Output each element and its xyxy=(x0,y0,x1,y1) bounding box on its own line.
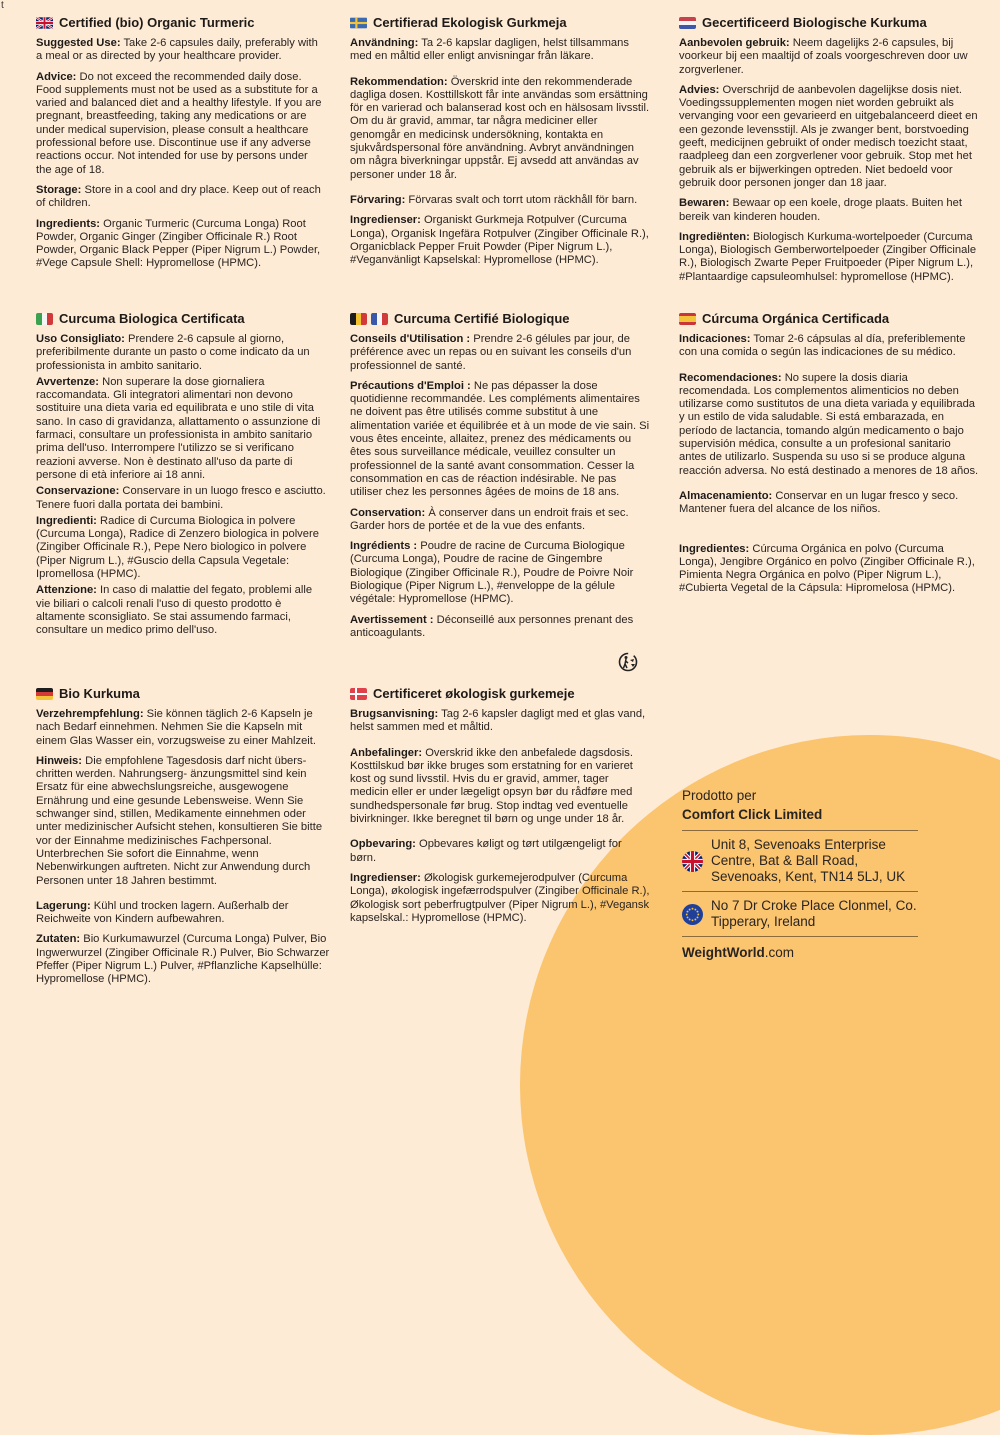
belgium-france-flags-icon xyxy=(350,313,388,325)
section-title: Certificeret økologisk gurkemeje xyxy=(350,686,650,702)
section-title: Bio Kurkuma xyxy=(36,686,331,702)
company-name: Comfort Click Limited xyxy=(682,807,823,822)
usage-advice: Conseils d'Utilisation : Prendre 2-6 gélules par jour, de préférence avec un repas ou en suivant les conseils d'un professionnel de santé. xyxy=(350,333,632,372)
advice: Advice: Do not exceed the recommended daily dose. Food supplements must not be used as a substitute for a varied and balanced diet and a healthy lifestyle. If you are pregnant, breastfeeding, taking any medications or are under medical supervision, please consult a healthcare professional before use. Discontinue use if any adverse reactions occur. Not intended for use by persons under the age of 18. xyxy=(36,70,322,176)
recommendations: Anbefalinger: Overskrid ikke den anbefalede dagsdosis. Kosttilskud bør ikke bruges som erstatning for en varieret kost og sund livsstil. Hvis du er gravid, ammer, tager medicin eller er under lægeligt opsyn bør du rådføre med sundhedspersonale før brug. Stop indtag ved eventuelle bivirkninger. Ikke beregnet til børn og unge under 18 år. xyxy=(350,746,633,826)
recommended-use: Aanbevolen gebruik: Neem dagelijks 2-6 capsules, bij voorkeur bij een maaltijd of zoals voorgeschreven door uw zorgverlener. xyxy=(679,37,968,76)
corner-mark: t xyxy=(1,0,4,11)
uk-flag-icon xyxy=(682,851,703,872)
section-english xyxy=(36,15,326,278)
recommendations: Recomendaciones: No supere la dosis diaria recomendada. Los complementos alimenticios no deben utilizarse como sustitutos de una dieta variada y equilibrada y un estilo de vida saludable. Si está embarazada, en período de lactancia, tomando algún medicamento o bajo supervisión médica, consulte a un profesional sanitario antes de utilizarlo. Suspenda su uso si se produce alguna reacción adversa. No está destinado a menores de 18 años. xyxy=(679,371,979,477)
storage: Almacenamiento: Conservar en un lugar fresco y seco. Mantener fuera del alcance de los niños. xyxy=(679,489,959,516)
ingredients: Ingrediënten: Biologisch Kurkuma-wortelpoeder (Curcuma Longa), Biologisch Gemberwortelpoeder (Zingiber Officinale R.), Biologisch Zwarte Peper Fruitpoeder (Piper Nigrum L.), #Plantaardige capsuleomhulsel: hypromellose (HPMC). xyxy=(679,230,977,283)
usage-recommendation: Verzehrempfehlung: Sie können täglich 2-6 Kapseln je nach Bedarf einnehmen. Nehmen Sie die Kapseln mit einem Glas Wasser ein, vorzugsweise zu einer Mahlzeit. xyxy=(36,708,317,747)
website-link[interactable]: WeightWorld.com xyxy=(682,945,795,960)
section-title: Cúrcuma Orgánica Certificada xyxy=(679,311,979,327)
section-dutch xyxy=(679,15,979,291)
recommended-use: Uso Consigliato: Prendere 2-6 capsule al giorno, preferibilmente durante un pasto o come indicato da un professionista in ambito sanitario. xyxy=(36,333,310,372)
eu-address-row xyxy=(682,891,918,937)
section-title: Gecertificeerd Biologische Kurkuma xyxy=(679,15,979,31)
ingredients: Ingredientes: Cúrcuma Orgánica en polvo (Curcuma Longa), Jengibre Orgánico en polvo (Zingiber Officinale R.), Pimienta Negra Orgánica en polvo (Piper Nigrum L.), #Cubierta Vegetal de la Cápsula: Hipromelosa (HPMC). xyxy=(679,542,975,595)
section-spanish xyxy=(679,311,979,603)
eu-address: No 7 Dr Croke Place Clonmel, Co. Tipperary, Ireland xyxy=(711,898,917,929)
directions: Brugsanvisning: Tag 2-6 kapsler dagligt med et glas vand, helst sammen med et måltid. xyxy=(350,708,646,734)
storage: Lagerung: Kühl und trocken lagern. Außerhalb der Reichweite von Kindern aufbewahren. xyxy=(36,899,289,926)
triman-recycling-icon xyxy=(617,651,639,673)
section-title: Curcuma Biologica Certificata xyxy=(36,311,326,327)
italy-flag-icon xyxy=(36,313,53,325)
storage: Conservation: À conserver dans un endroit frais et sec. Garder hors de portée et de la vue des enfants. xyxy=(350,506,629,532)
section-title: Curcuma Certifié Biologique xyxy=(350,311,650,327)
attention: Attenzione: In caso di malattie del fegato, problemi alle vie biliari o calcoli renali l'uso di questo prodotto è altamente sconsigliato. Se stai assumendo farmaci, consultare un medico primo dell'uso. xyxy=(36,584,313,637)
ingredients: Ingredients: Organic Turmeric (Curcuma Longa) Root Powder, Organic Ginger (Zingiber Officinale R.) Root Powder, Organic Black Pepper (Piper Nigrum L.) Powder, #Vege Capsule Shell: Hypromellose (HPMC). xyxy=(36,217,321,270)
germany-flag-icon xyxy=(36,688,53,700)
eu-flag-icon xyxy=(682,904,703,925)
indications: Indicaciones: Tomar 2-6 cápsulas al día, preferiblemente con una comida o según las indicaciones de su médico. xyxy=(679,333,966,359)
sweden-flag-icon xyxy=(350,17,367,29)
section-swedish xyxy=(350,15,650,274)
recommendation: Rekommendation: Överskrid inte den rekommenderade dagliga dosen. Kosttillskott får inte användas som ersättning för en varierad och balanserad kost och en hälsosam livsstil. Om du är gravid, ammar, tar några mediciner eller genomgår en medicinsk undersökning, kontakta en sjukvårdspersonal före användning. Avbryt användningen om några biverkningar uppstår. Ej avsedd att användas av personer under 18 år. xyxy=(350,75,650,181)
uk-address-row xyxy=(682,830,918,891)
section-german xyxy=(36,686,331,994)
netherlands-flag-icon xyxy=(679,17,696,29)
usage: Användning: Ta 2-6 kapslar dagligen, helst tillsammans med en måltid eller enligt anvisningar från läkare. xyxy=(350,37,629,63)
advice: Advies: Overschrijd de aanbevolen dagelijkse dosis niet. Voedingssupplementen mogen niet worden gebruikt als vervanging voor een gevarieerd en uitgebalanceerd dieet en een gezonde levensstijl. Als je zwanger bent, borstvoeding geeft, medicijnen gebruikt of onder medisch toezicht staat, raadpleeg dan een zorgverlener voor gebruik. Stop met het gebruik als er bijwerkingen optreden. Niet bedoeld voor gebruik door personen jonger dan 18 jaar. xyxy=(679,83,978,189)
warnings: Avvertenze: Non superare la dose giornaliera raccomandata. Gli integratori alimentari non devono sostituire una dieta varia ed equilibrata e uno stile di vita sano. In caso di gravidanza, allattamento o assunzione di farmaci, consultare un professionista in ambito sanitario prima dell'uso. Interrompere l'utilizzo se si verificano reazioni avverse. Non è destinato all'uso da parte di persone di età inferiore ai 18 anni. xyxy=(36,375,321,481)
uk-flag-icon xyxy=(36,17,53,29)
section-french xyxy=(350,311,650,647)
storage: Conservazione: Conservare in un luogo fresco e asciutto. Tenere fuori dalla portata dei bambini. xyxy=(36,485,326,511)
storage: Storage: Store in a cool and dry place. Keep out of reach of children. xyxy=(36,183,321,210)
uk-address: Unit 8, Sevenoaks Enterprise Centre, Bat & Ball Road, Sevenoaks, Kent, TN14 5LJ, UK xyxy=(711,837,906,884)
warning: Avertissement : Déconseillé aux personnes prenant des anticoagulants. xyxy=(350,613,634,639)
storage: Opbevaring: Opbevares køligt og tørt utilgængeligt for børn. xyxy=(350,838,622,864)
ingredients: Zutaten: Bio Kurkumawurzel (Curcuma Longa) Pulver, Bio Ingwerwurzel (Zingiber Officinale R.) Pulver, Bio Schwarzer Pfeffer (Piper Nigrum L.) Pulver, #Pflanzliche Kapselhülle: Hypromellose (HPMC). xyxy=(36,933,330,986)
spain-flag-icon xyxy=(679,313,696,325)
section-title: Certified (bio) Organic Turmeric xyxy=(36,15,326,31)
manufacturer-info xyxy=(682,788,918,961)
suggested-use: Suggested Use: Take 2-6 capsules daily, preferably with a meal or as directed by your healthcare provider. xyxy=(36,37,318,63)
ingredients: Ingredienser: Organiskt Gurkmeja Rotpulver (Curcuma Longa), Organisk Ingefära Rotpulver (Zingiber Officinale R.), Organicblack Pepper Fruit Powder (Piper Nigrum L.), #Veganvänligt Kapselskal: Hypromellose (HPMC). xyxy=(350,214,649,267)
ingredients: Ingredienti: Radice di Curcuma Biologica in polvere (Curcuma Longa), Radice di Zenzero biologica in polvere (Zingiber Officinale R.), Pepe Nero biologico in polvere (Piper Nigrum L.), #Guscio della Capsula Vegetale: Ipromellosa (HPMC). xyxy=(36,514,319,581)
made-for-label: Prodotto per xyxy=(682,788,757,803)
ingredients: Ingrédients : Poudre de racine de Curcuma Biologique (Curcuma Longa), Poudre de racine de Gingembre Biologique (Zingiber Officinale R.), Poudre de Poivre Noir Biologique (Piper Nigrum L.), #enveloppe de la gélule végétale: Hypromellose (HPMC). xyxy=(350,540,634,606)
precautions: Précautions d'Emploi : Ne pas dépasser la dose quotidienne recommandée. Les compléments alimentaires ne doivent pas être utilisés comme substitut à une alimentation variée et équilibrée et à un mode de vie sain. Si vous êtes enceinte, allaitez, prenez des médicaments ou êtes sous surveillance médicale, veuillez consulter un professionnel de la santé avant consommation. Cesser la consommation en cas de réaction indésirable. Ne pas utiliser chez les personnes âgées de moins de 18 ans. xyxy=(350,379,650,499)
ingredients: Ingredienser: Økologisk gurkemejerodpulver (Curcuma Longa), økologisk ingefærrodspulver (Zingiber Officinale R.), Økologisk sort peberfrugtpulver (Piper Nigrum L.), #Vegansk kapselskal.: Hypromellose (HPMC). xyxy=(350,871,650,924)
section-italian xyxy=(36,311,326,645)
section-title: Certifierad Ekologisk Gurkmeja xyxy=(350,15,650,31)
storage: Bewaren: Bewaar op een koele, droge plaats. Buiten het bereik van kinderen houden. xyxy=(679,197,962,223)
section-danish xyxy=(350,686,650,932)
notice: Hinweis: Die empfohlene Tagesdosis darf nicht übers-chritten werden. Nahrungserg- änzungsmittel sind kein Ersatz für eine abwechslungsreiche, ausgewogene Ernährung und eine gesunde Lebensweise. Wenn Sie schwanger sind, stillen, Medikamente einnehmen oder unter medizinischer Aufsicht stehen, konsultieren Sie bitte vor der Einnahme medizinisches Fachpersonal. Unterbrechen Sie sofort die Einnahme, wenn Nebenwirkungen auftreten. Nicht zur Anwendung durch Personen unter 18 Jahren bestimmt. xyxy=(36,754,323,887)
storage: Förvaring: Förvaras svalt och torrt utom räckhåll för barn. xyxy=(350,193,638,206)
denmark-flag-icon xyxy=(350,688,367,700)
